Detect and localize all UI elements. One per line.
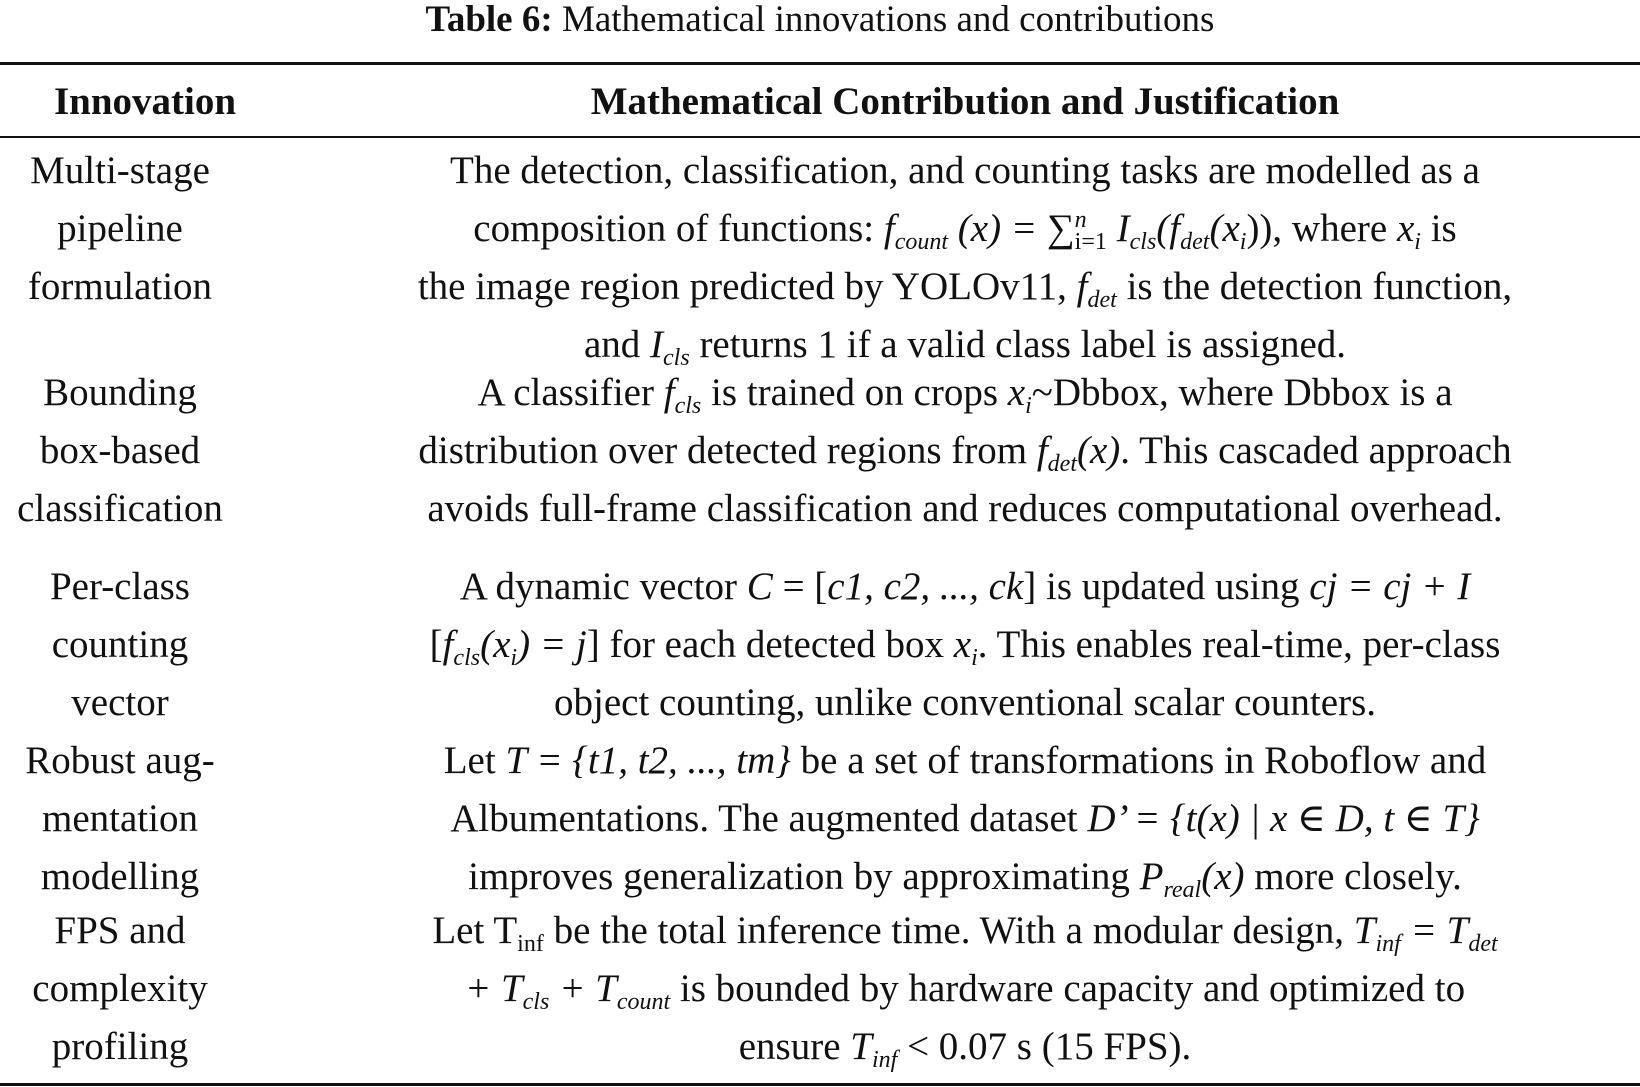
text-run: , where: [1272, 207, 1397, 250]
contribution-line: [290, 1018, 1640, 1076]
math-run: (x): [1077, 429, 1121, 472]
math-run: (x) = ∑: [948, 207, 1075, 250]
text-run: A classifier: [477, 371, 664, 414]
innovation-line: vector: [71, 681, 169, 724]
math-sub: cls: [663, 345, 690, 371]
text-run: The detection, classification, and counting tasks are modelled as a: [450, 149, 1480, 192]
math-run: P: [1139, 855, 1164, 898]
math-sub: cls: [522, 989, 550, 1015]
contribution-line: [290, 142, 1640, 200]
text-run: [: [429, 623, 443, 666]
text-run: Albumentations. The augmented dataset: [450, 797, 1088, 840]
text-run: is bounded by hardware capacity and optimized to: [670, 967, 1466, 1010]
text-run: is: [1420, 207, 1457, 250]
text-run: improves generalization by approximating: [468, 855, 1140, 898]
text-run: . This enables real-time, per-class: [977, 623, 1501, 666]
text-run: more closely.: [1244, 855, 1462, 898]
innovation-line: Per-class: [49, 565, 190, 608]
contribution-cell: [290, 732, 1640, 906]
math-sub: cls: [674, 393, 702, 419]
innovation-line: modelling: [40, 855, 200, 898]
contribution-line: [290, 848, 1640, 906]
math-sub: i: [971, 645, 978, 671]
math-sub: det: [1047, 451, 1077, 477]
column-header-innovation: Innovation: [53, 80, 237, 123]
text-run: A dynamic vector: [459, 565, 747, 608]
math-sub: inf: [871, 1047, 898, 1073]
text-run: < 0.07 s (15 FPS).: [897, 1025, 1192, 1068]
math-run: c1, c2, ..., ck: [827, 565, 1024, 608]
contribution-line: [290, 200, 1640, 258]
innovation-line: profiling: [51, 1025, 189, 1068]
contribution-line: [290, 902, 1640, 960]
text-run: be a set of transformations in Roboflow and: [790, 739, 1487, 782]
contribution-line: [290, 258, 1640, 316]
math-sub: i: [1414, 229, 1421, 255]
math-run: = [: [772, 565, 828, 608]
innovation-line: Multi-stage: [30, 149, 210, 192]
innovation-line: formulation: [27, 265, 213, 308]
math-sub: cls: [453, 645, 481, 671]
contribution-cell: [290, 558, 1640, 732]
column-header-contribution: Mathematical Contribution and Justification: [590, 80, 1340, 123]
math-sup: n: [1074, 207, 1087, 233]
math-sub: det: [1087, 287, 1117, 313]
innovation-line: box-based: [39, 429, 201, 472]
math-sub: i=1: [1074, 229, 1107, 255]
math-run: = T: [1400, 909, 1469, 952]
contribution-cell: [290, 902, 1640, 1076]
innovation-line: classification: [17, 487, 223, 530]
math-run: (x): [1201, 855, 1245, 898]
math-run: T: [1353, 909, 1376, 952]
math-run: f: [1036, 429, 1048, 472]
math-run: D’ = {t(x) | x ∈ D, t ∈ T}: [1087, 797, 1480, 840]
table-header-rule: [0, 136, 1640, 138]
innovation-line: FPS and: [54, 909, 186, 952]
math-sub: inf: [1375, 931, 1401, 957]
contribution-line: [290, 790, 1640, 848]
math-sub: det: [1180, 229, 1210, 255]
math-run: C: [746, 565, 773, 608]
text-run: ] for each detected box: [586, 623, 954, 666]
math-run: cj = cj + I: [1309, 565, 1471, 608]
text-run: returns 1 if a valid class label is assigned.: [689, 323, 1347, 366]
math-run: x: [953, 623, 972, 666]
text-run: avoids full-frame classification and reduces computational overhead.: [427, 487, 1503, 530]
table-caption-text: Mathematical innovations and contributions: [561, 0, 1215, 40]
innovation-cell: [0, 558, 240, 732]
innovation-cell: [0, 364, 240, 538]
text-run: is trained on crops: [701, 371, 1008, 414]
contribution-line: [290, 960, 1640, 1018]
math-run: = {t1, t2, ..., tm}: [526, 739, 791, 782]
text-run: the image region predicted by YOLOv11,: [417, 265, 1077, 308]
text-run: be the total inference time. With a modular design,: [543, 909, 1354, 952]
contribution-line: [290, 674, 1640, 732]
math-run: )): [1246, 207, 1273, 250]
math-sub: det: [1468, 931, 1498, 957]
math-run: f: [1076, 265, 1088, 308]
math-sub: count: [616, 989, 671, 1015]
innovation-line: counting: [51, 623, 189, 666]
table-caption: [0, 0, 1640, 40]
text-run: . This cascaded approach: [1120, 429, 1512, 472]
table-bottom-rule: [0, 1083, 1640, 1086]
text-run: ensure: [738, 1025, 851, 1068]
contribution-line: [290, 732, 1640, 790]
math-run: + T: [549, 967, 617, 1010]
text-run: distribution over detected regions from: [418, 429, 1037, 472]
innovation-cell: [0, 142, 240, 316]
contribution-cell: [290, 142, 1640, 374]
math-run: (x: [1209, 207, 1240, 250]
math-sub: count: [894, 229, 949, 255]
math-sub: i: [510, 645, 518, 671]
math-run: I: [650, 323, 664, 366]
innovation-line: Bounding: [43, 371, 197, 414]
math-run: x: [1007, 371, 1026, 414]
math-run: (x: [480, 623, 511, 666]
math-run: T: [850, 1025, 872, 1068]
math-sub: i: [1025, 393, 1032, 419]
math-run: T: [505, 739, 527, 782]
math-run: f: [663, 371, 675, 414]
innovation-line: Robust aug-: [25, 739, 215, 782]
text-run: ~Dbbox, where Dbbox is a: [1031, 371, 1453, 414]
math-sub: i: [1239, 229, 1247, 255]
contribution-cell: [290, 364, 1640, 538]
contribution-line: [290, 422, 1640, 480]
contribution-line: [290, 480, 1640, 538]
text-run: and: [583, 323, 651, 366]
math-run: f: [442, 623, 454, 666]
contribution-line: [290, 616, 1640, 674]
contribution-line: [290, 364, 1640, 422]
innovation-cell: [0, 732, 240, 906]
innovation-line: mentation: [42, 797, 198, 840]
innovation-line: complexity: [32, 967, 208, 1010]
innovation-line: pipeline: [57, 207, 183, 250]
math-sub: real: [1163, 877, 1202, 903]
math-run: ) = j: [517, 623, 587, 666]
innovation-cell: [0, 902, 240, 1076]
text-run: Let: [443, 739, 506, 782]
text-run: composition of functions:: [473, 207, 884, 250]
table-caption-label: Table 6:: [425, 0, 553, 40]
contribution-line: [290, 558, 1640, 616]
math-run: x: [1396, 207, 1415, 250]
math-run: f: [883, 207, 895, 250]
math-run: I: [1106, 207, 1130, 250]
text-run: ] is updated using: [1023, 565, 1310, 608]
math-sub: cls: [1129, 229, 1157, 255]
math-run: + T: [464, 967, 523, 1010]
math-run: (f: [1156, 207, 1181, 250]
text-run: Let T: [432, 909, 518, 952]
table-top-rule: [0, 62, 1640, 65]
text-run: object counting, unlike conventional scalar counters.: [554, 681, 1376, 724]
text-run: is the detection function,: [1116, 265, 1513, 308]
math-sub: inf: [517, 931, 544, 957]
